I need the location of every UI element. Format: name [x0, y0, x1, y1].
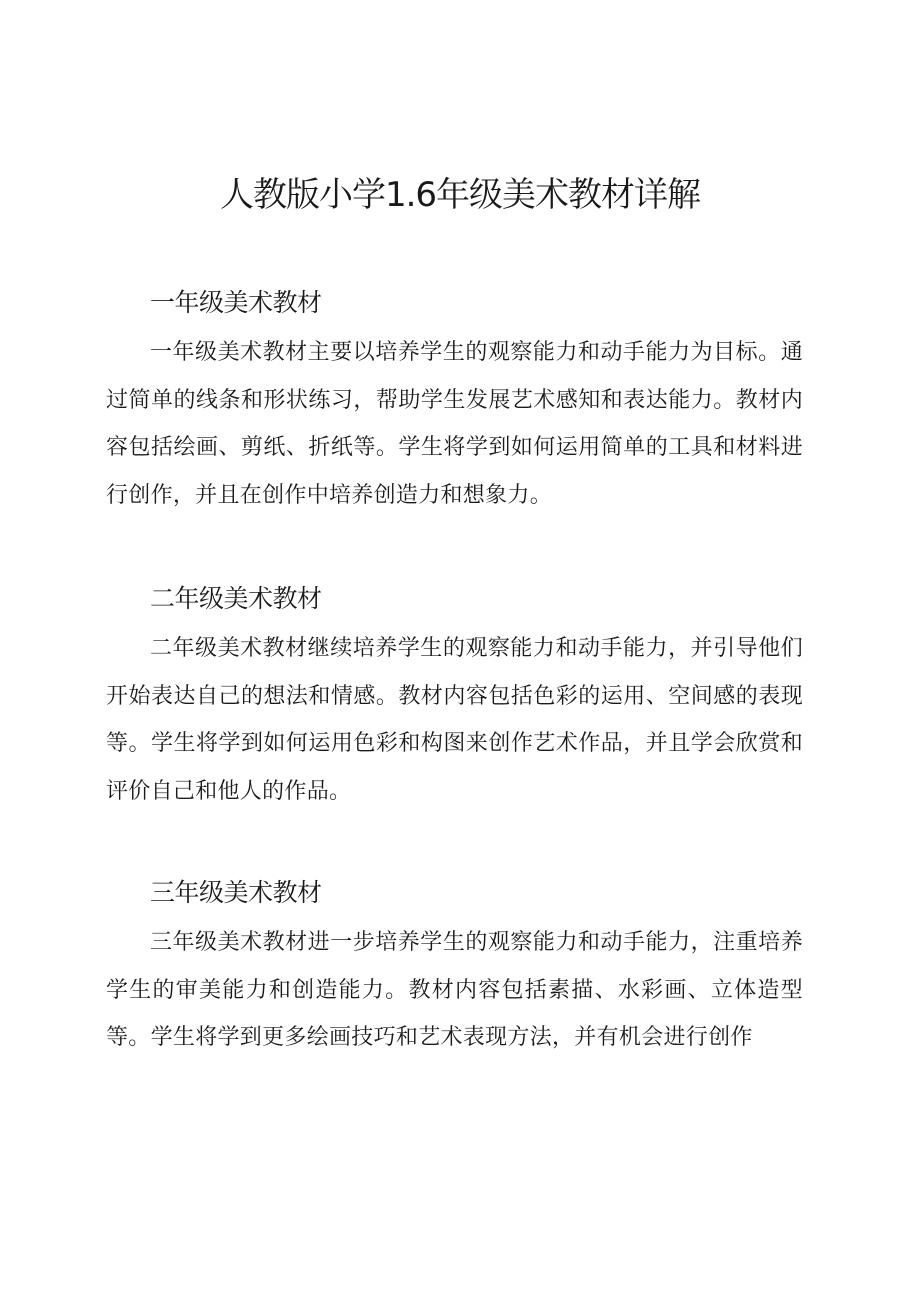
section-heading: 三年级美术教材	[150, 878, 322, 907]
section-paragraph: 一年级美术教材主要以培养学生的观察能力和动手能力为目标。通过简单的线条和形状练习，帮助学生发展艺术感知和表达能力。教材内容包括绘画、剪纸、折纸等。学生将学到如何运用简单的工具和材料进行创作，并且在创作中培养创造力和想象力。	[106, 340, 803, 508]
section-heading: 一年级美术教材	[150, 288, 322, 317]
section-paragraph: 三年级美术教材进一步培养学生的观察能力和动手能力，注重培养学生的审美能力和创造能力。教材内容包括素描、水彩画、立体造型等。学生将学到更多绘画技巧和艺术表现方法，并有机会进行创作	[106, 930, 803, 1050]
section-grade-1	[106, 283, 803, 519]
section-heading: 二年级美术教材	[150, 584, 322, 613]
section-paragraph: 二年级美术教材继续培养学生的观察能力和动手能力，并引导他们开始表达自己的想法和情感。教材内容包括色彩的运用、空间感的表现等。学生将学到如何运用色彩和构图来创作艺术作品，并且学会欣赏和评价自己和他人的作品。	[106, 636, 803, 804]
document-title: 人教版小学1.6年级美术教材详解	[219, 175, 701, 215]
section-grade-2	[106, 579, 803, 815]
section-grade-3	[106, 873, 803, 1062]
